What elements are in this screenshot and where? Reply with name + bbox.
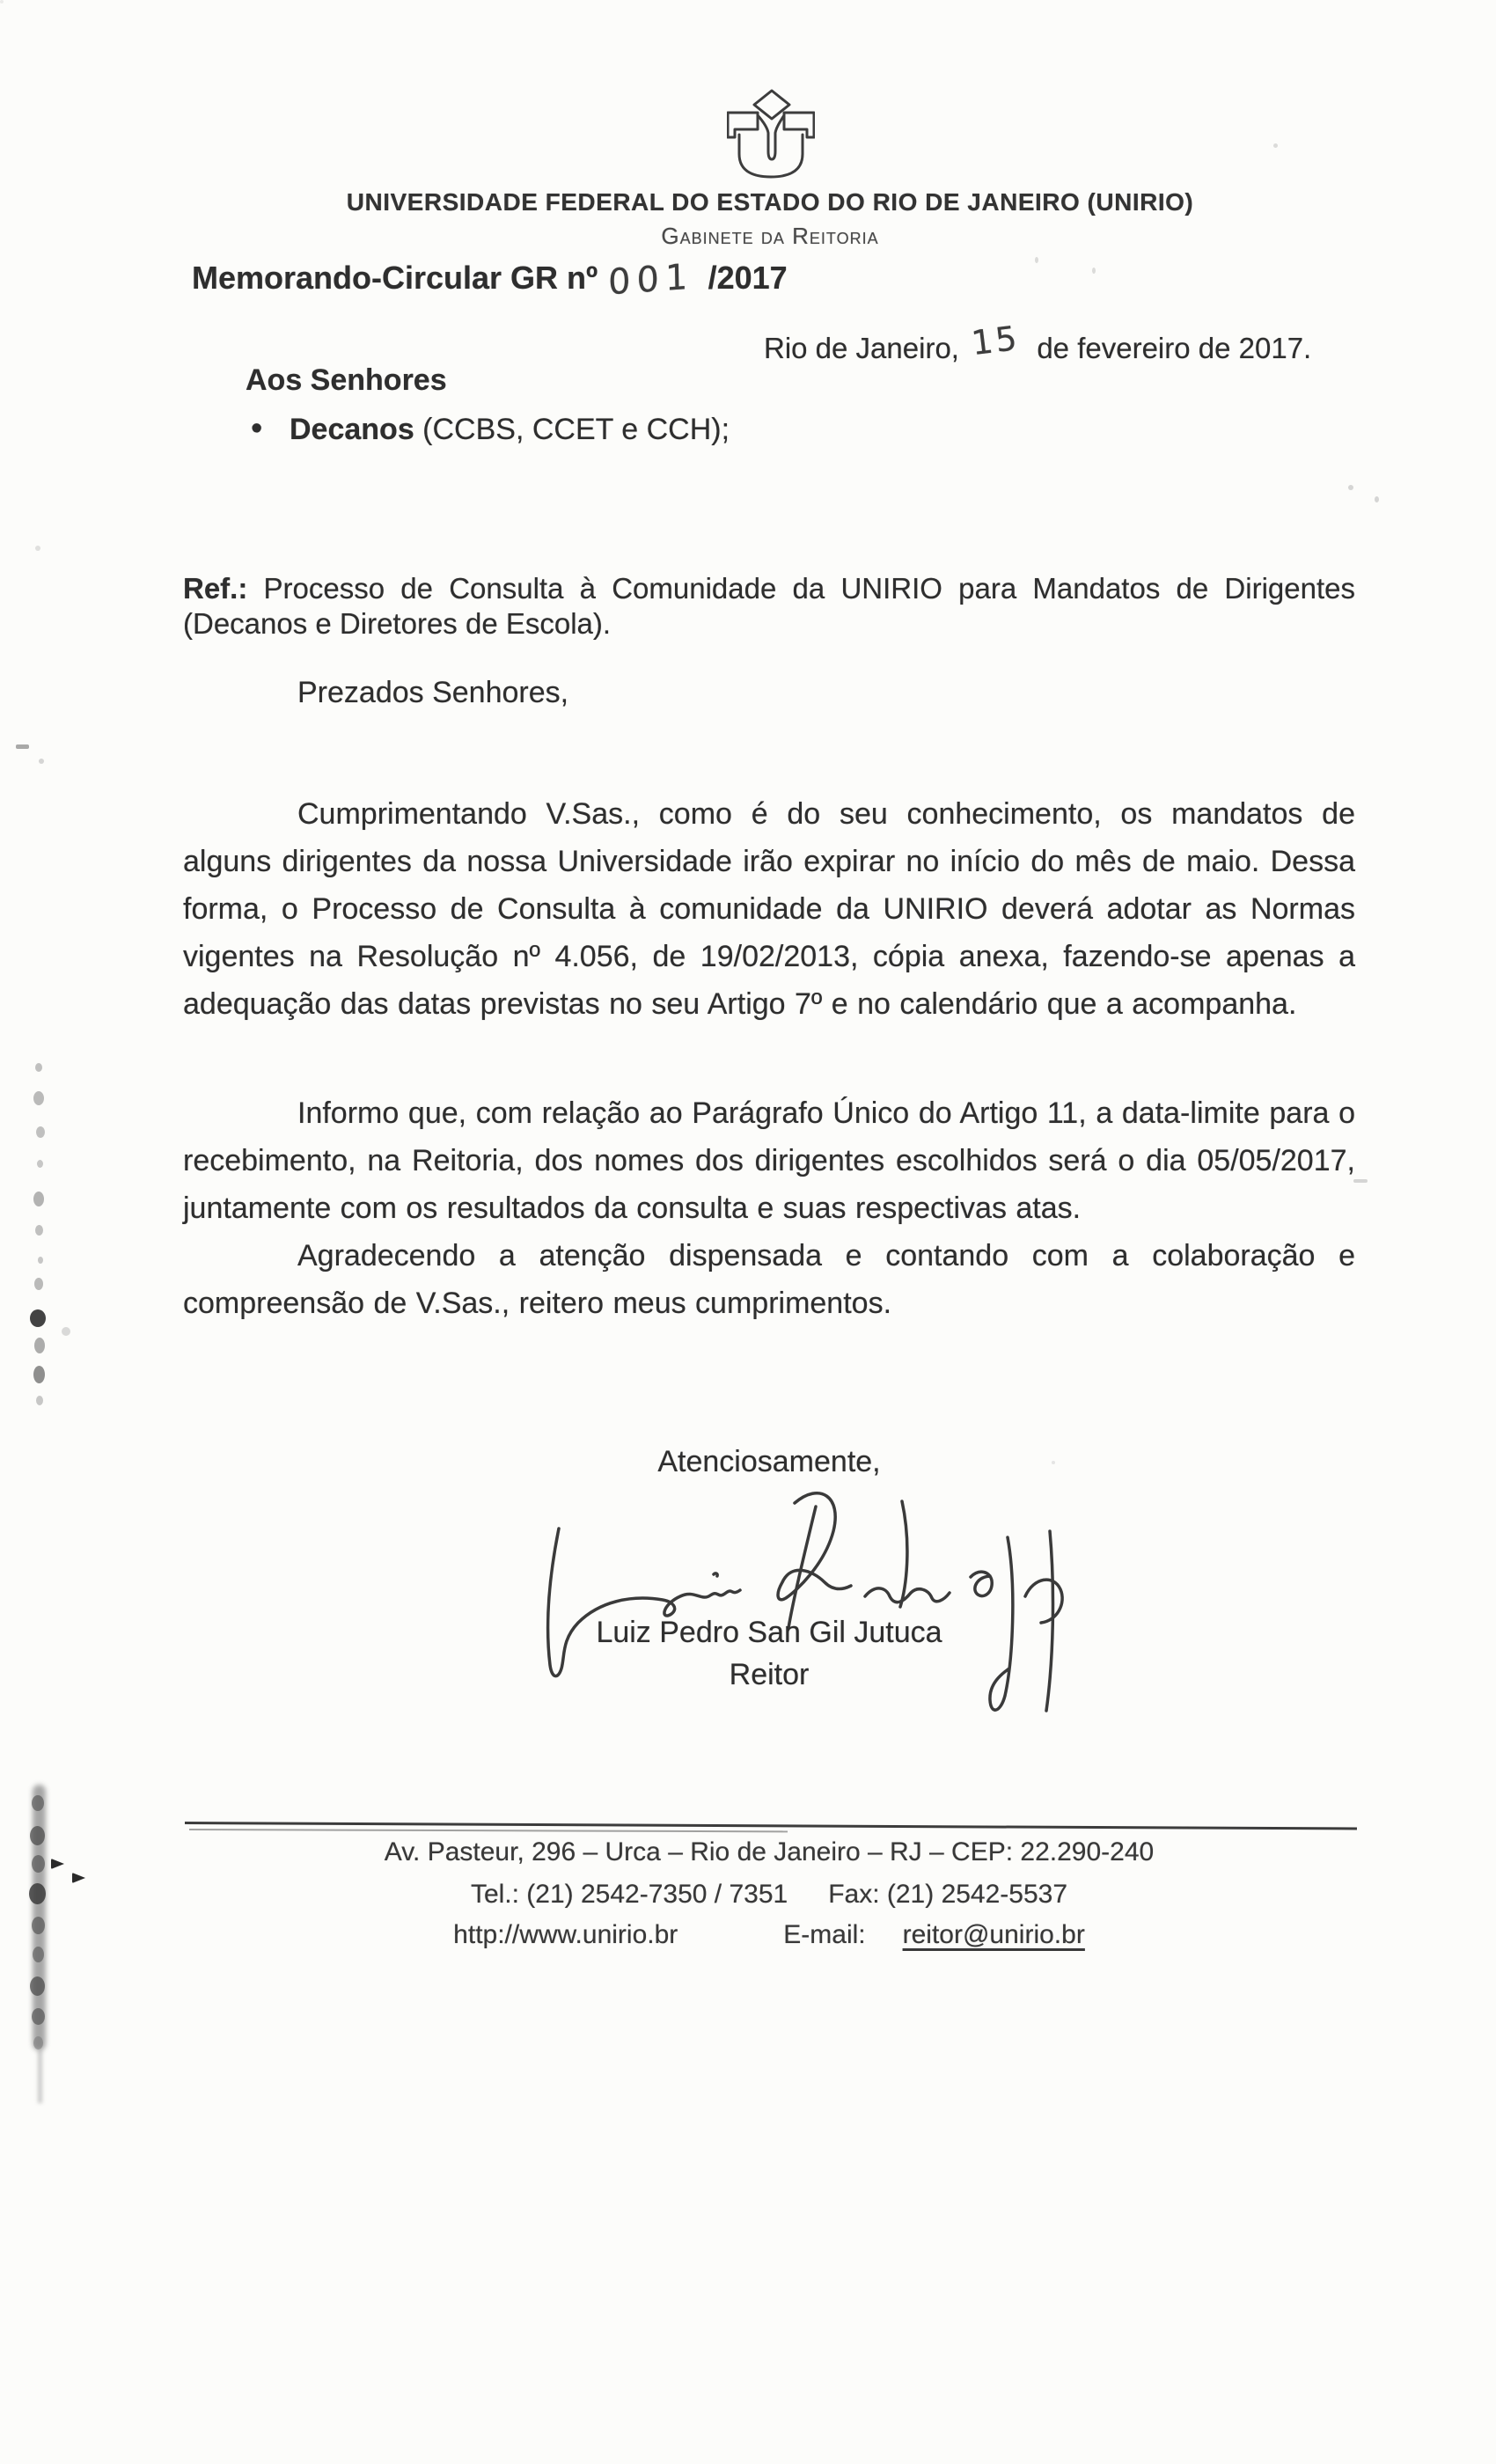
speckle xyxy=(1092,268,1096,274)
scan-smudge-tail xyxy=(38,2049,42,2103)
scan-artifact xyxy=(36,1396,43,1405)
speckle xyxy=(1375,496,1379,502)
scan-artifact xyxy=(33,1947,44,1962)
footer-phone: Tel.: (21) 2542-7350 / 7351 xyxy=(470,1880,788,1909)
footer-fax: Fax: (21) 2542-5537 xyxy=(828,1880,1068,1909)
recipients-heading: Aos Senhores xyxy=(246,363,447,397)
footer-web-line xyxy=(183,1920,1355,1950)
reference-line xyxy=(183,571,1355,642)
speckle xyxy=(39,759,44,764)
salutation: Prezados Senhores, xyxy=(297,676,569,709)
scan-artifact xyxy=(37,1160,43,1168)
scan-artifact xyxy=(32,1795,44,1811)
footer-email: reitor@unirio.br xyxy=(902,1920,1085,1949)
university-name: UNIVERSIDADE FEDERAL DO ESTADO DO RIO DE JANEIRO (UNIRIO) xyxy=(346,188,1194,216)
scan-artifact xyxy=(30,1826,45,1845)
date-rest: de fevereiro de 2017. xyxy=(1037,332,1312,364)
scan-artifact xyxy=(32,1917,45,1934)
scan-artifact xyxy=(30,1309,46,1327)
scan-artifact xyxy=(30,1976,45,1996)
scan-artifact xyxy=(38,1257,43,1264)
reference-label: Ref.: xyxy=(183,572,248,605)
speckle xyxy=(35,546,40,551)
scan-artifact xyxy=(35,1225,43,1236)
date-day-handwritten: 15 xyxy=(969,318,1022,363)
scan-artifact xyxy=(33,1366,45,1383)
recipient-item xyxy=(251,410,730,448)
office-name: Gabinete da Reitoria xyxy=(661,223,879,249)
scan-artifact xyxy=(34,1338,45,1353)
scan-artifact xyxy=(36,1126,45,1138)
scan-mark-arrow xyxy=(51,1859,64,1869)
memo-label: Memorando-Circular GR nº xyxy=(192,260,598,296)
speckle xyxy=(1035,257,1038,263)
recipient-detail: (CCBS, CCET e CCH); xyxy=(414,413,730,446)
scan-artifact xyxy=(32,2008,45,2025)
scan-artifact xyxy=(33,2036,43,2050)
speckle xyxy=(1353,1179,1368,1183)
bullet-icon xyxy=(251,410,290,448)
scan-artifact xyxy=(35,1063,42,1072)
speckle xyxy=(16,744,29,749)
footer-address: Av. Pasteur, 296 – Urca – Rio de Janeiro – RJ – CEP: 22.290-240 xyxy=(384,1837,1155,1866)
signer-name: Luiz Pedro San Gil Jutuca xyxy=(596,1616,942,1649)
unirio-logo-icon xyxy=(727,88,815,180)
signature-image xyxy=(532,1489,1087,1731)
scan-artifact xyxy=(34,1278,43,1290)
date-line xyxy=(764,318,1312,366)
speckle xyxy=(1348,485,1353,490)
memo-number-line xyxy=(192,256,788,304)
memo-year: /2017 xyxy=(708,260,788,296)
footer-rule-shadow xyxy=(189,1829,788,1832)
footer-website: http://www.unirio.br xyxy=(453,1920,678,1949)
body-paragraph: Cumprimentando V.Sas., como é do seu conhecimento, os mandatos de alguns dirigentes da nossa Universidade irão expirar no início do mês de maio. Dessa forma, o Processo de Consulta à comunidade da UNIRIO deverá adotar as Normas vigentes na Resolução nº 4.056, de 19/02/2013, cópia anexa, fazendo-se apenas a adequação das datas previstas no seu Artigo 7º e no calendário que a acompanha. xyxy=(183,797,1355,1021)
scan-artifact xyxy=(33,1192,44,1206)
speckle xyxy=(0,0,4,4)
scan-artifact xyxy=(32,1855,45,1873)
speckle xyxy=(1052,1461,1055,1464)
recipient-name: Decanos xyxy=(290,413,414,446)
reference-text: Processo de Consulta à Comunidade da UNIRIO para Mandatos de Dirigentes (Decanos e Diretores de Escola). xyxy=(183,572,1355,640)
scan-mark-arrow xyxy=(72,1873,85,1883)
footer-email-label: E-mail: xyxy=(783,1920,866,1949)
memo-number-handwritten: 001 xyxy=(607,256,694,304)
scan-artifact xyxy=(33,1091,44,1105)
scan-artifact xyxy=(29,1883,46,1904)
closing-salutation: Atenciosamente, xyxy=(657,1445,881,1478)
date-city: Rio de Janeiro, xyxy=(764,332,959,364)
scan-artifact xyxy=(62,1327,70,1336)
letterhead xyxy=(242,188,1298,250)
speckle xyxy=(1273,143,1278,148)
body-paragraph: Informo que, com relação ao Parágrafo Único do Artigo 11, a data-limite para o recebimento, na Reitoria, dos nomes dos dirigentes escolhidos será o dia 05/05/2017, juntamente com os resultados da consulta e suas respectivas atas. xyxy=(183,1096,1355,1225)
body-paragraph: Agradecendo a atenção dispensada e contando com a colaboração e compreensão de V.Sas., reitero meus cumprimentos. xyxy=(183,1239,1355,1320)
signer-title: Reitor xyxy=(729,1658,810,1691)
footer-phone-line xyxy=(183,1880,1355,1910)
